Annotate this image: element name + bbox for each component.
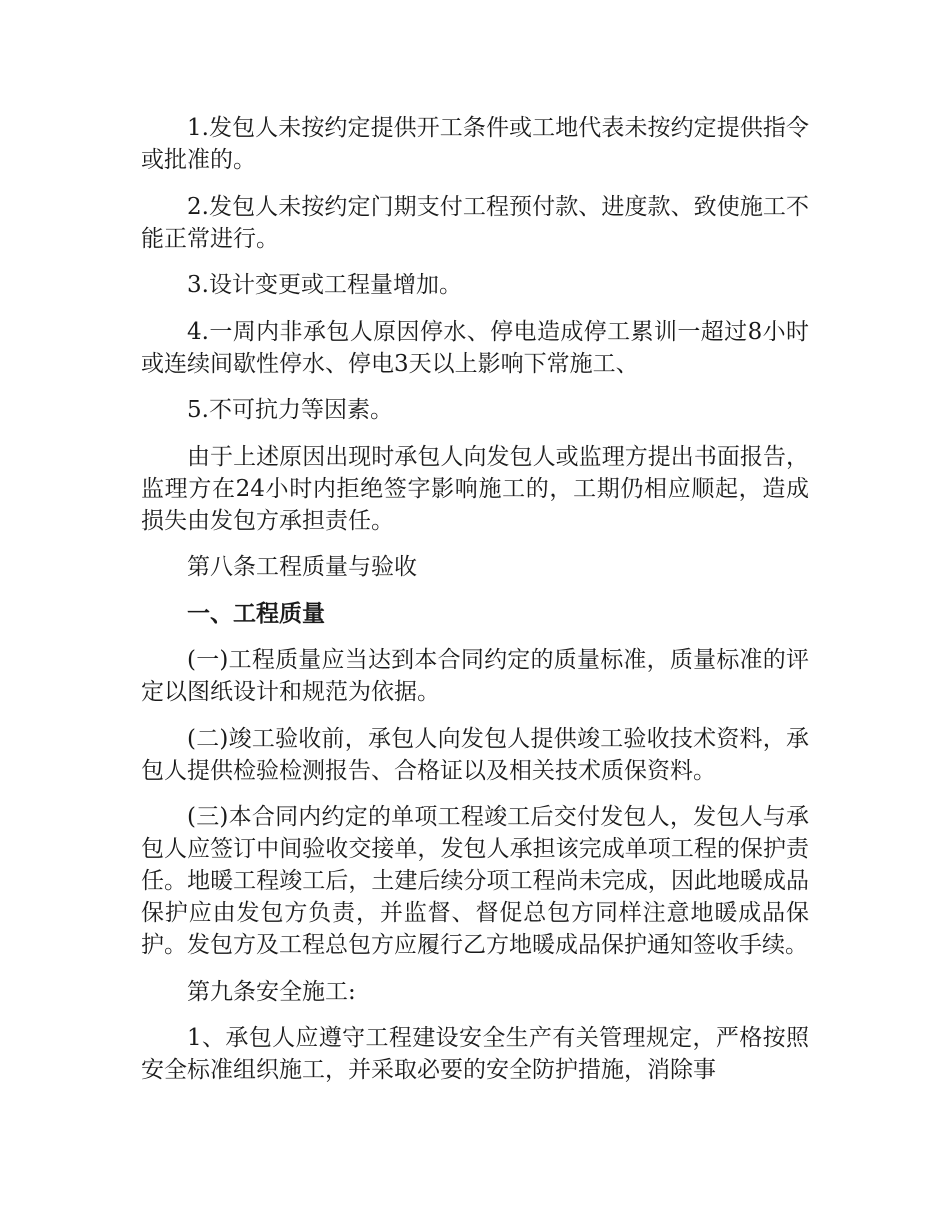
quality-item-2: (二)竣工验收前，承包人向发包人提供竣工验收技术资料，承包人提供检验检测报告、合格证以及相关技术质保资料。 [141,725,809,784]
delay-report-paragraph: 由于上述原因出现时承包人向发包人或监理方提出书面报告，监理方在24小时内拒绝签字影响施工的，工期仍相应顺起，造成损失由发包方承担责任。 [141,443,809,534]
clause-4-delay-cause: 4.一周内非承包人原因停水、停电造成停工累训一超过8小时或连续间歇性停水、停电3天以上影响下常施工、 [141,318,809,377]
quality-item-3: (三)本合同内约定的单项工程竣工后交付发包人，发包人与承包人应签订中间验收交接单，发包人承担该完成单项工程的保护责任。地暖工程竣工后，土建后续分项工程尚未完成，因此地暖成品保护应由发包方负责，并监督、督促总包方同样注意地暖成品保护。发包方及工程总包方应履行乙方地暖成品保护通知签收手续。 [141,804,809,958]
article-8-title: 第八条工程质量与验收 [187,554,417,580]
quality-item-1: (一)工程质量应当达到本合同约定的质量标准，质量标准的评定以图纸设计和规范为依据。 [141,647,809,705]
document-body [141,112,809,1101]
section-heading-quality: 一、工程质量 [187,600,325,627]
clause-1-delay-cause: 1.发包人未按约定提供开工条件或工地代表未按约定提供指令或批准的。 [141,115,809,173]
article-9-title: 第九条安全施工: [187,978,356,1005]
clause-3-delay-cause: 3.设计变更或工程量增加。 [187,272,462,298]
clause-2-delay-cause: 2.发包人未按约定门期支付工程预付款、进度款、致使施工不能正常进行。 [141,193,809,252]
clause-5-delay-cause: 5.不可抗力等因素。 [187,397,393,423]
safety-item-1: 1、承包人应遵守工程建设安全生产有关管理规定，严格按照安全标准组织施工，并采取必要的安全防护措施，消除事 [141,1025,809,1083]
